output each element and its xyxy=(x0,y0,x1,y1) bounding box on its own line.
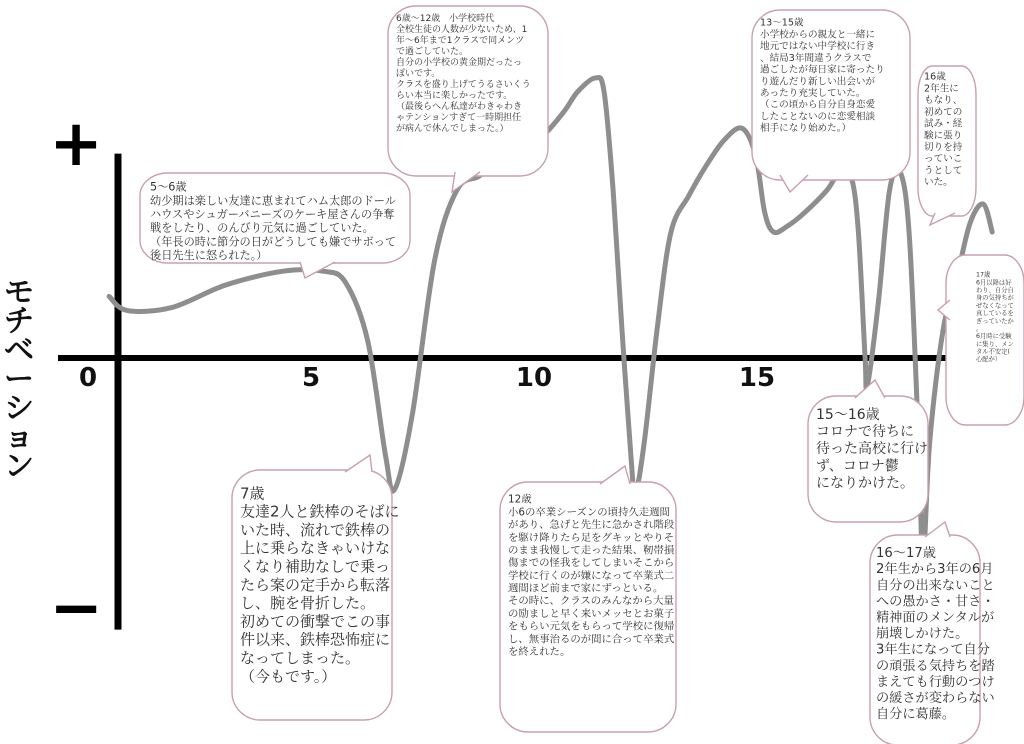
y-axis-plus-label: + xyxy=(49,106,103,181)
annotation-text: 初めての衝撃でこの事 xyxy=(240,612,391,631)
annotation-text: 初めての xyxy=(924,106,963,118)
annotation-text: 自分の小学校の黄金期だったっ xyxy=(396,57,523,68)
annotation-text: 13〜15歳 xyxy=(760,17,804,29)
annotation-text: いた時、流れで鉄棒の xyxy=(240,520,391,539)
annotation-text: コロナで待ちに xyxy=(816,424,914,441)
annotation-text: 自分の出来ないこと xyxy=(876,578,995,594)
annotation-text: を終えれた。 xyxy=(508,645,571,658)
annotation-text: し、無事治るのが間に合って卒業式 xyxy=(508,633,675,646)
annotation-text: 6月時に受験 xyxy=(976,333,1012,341)
annotation-text: の励ましと早く来いメッセとお菓子 xyxy=(508,607,675,620)
annotation-text: の頑張る気持ちを踏 xyxy=(876,658,995,674)
annotation-text: への愚かさ・甘さ・ xyxy=(876,594,995,610)
annotation-text: 小6の卒業シーズンの頃持久走週間 xyxy=(508,506,670,519)
annotation-text: ゃテンションすぎて一時期担任 xyxy=(396,112,522,123)
annotation-text: なってしまった。 xyxy=(240,649,361,667)
annotation-text: のまま我慢して走った結果、靭帯損 xyxy=(508,544,675,557)
annotation-text: わり、自分自 xyxy=(976,287,1014,295)
annotation-text: ぽいです。 xyxy=(396,68,441,79)
annotation-text: っていこ xyxy=(924,153,963,165)
annotation-text: 崩壊しかけた。 xyxy=(876,626,969,642)
annotation-text: らい本当に楽しかったです。 xyxy=(396,90,513,101)
annotation-text: ハウスやシュガーバニーズのケーキ屋さんの争奪 xyxy=(150,207,395,221)
annotation-text: 身の気持ちが xyxy=(976,294,1014,302)
annotation-text: （この頃から自分自身恋愛 xyxy=(760,99,876,111)
annotation-text: 16歳 xyxy=(924,71,946,83)
y-axis-label-char: ベ xyxy=(4,333,34,368)
annotation-text: があり、急げと先生に急かされ階段 xyxy=(508,519,675,532)
annotation-text: 17歳 xyxy=(976,271,991,279)
annotation-text: たら案の定手から転落 xyxy=(240,575,391,594)
y-axis-label-char: ョ xyxy=(4,420,34,455)
annotation-text: 年〜6年まで1クラスで同メンツ xyxy=(396,35,525,46)
annotation-text: いた。 xyxy=(924,177,953,189)
annotation-text: 12歳 xyxy=(508,493,532,506)
annotation-age-7 xyxy=(232,455,400,720)
annotation-text: 件以来、鉄棒恐怖症に xyxy=(240,630,391,649)
annotation-text: （今もです。） xyxy=(240,667,337,686)
annotation-text: 週間ほど前まで家にずっといる。 xyxy=(508,582,664,595)
annotation-age-5-6 xyxy=(140,173,410,278)
annotation-age-15-16 xyxy=(808,380,928,522)
annotation-text: （年長の時に節分の日がどうしても嫌でサボって xyxy=(150,235,397,249)
annotation-age-16-17 xyxy=(870,522,995,744)
x-tick-label: 0 xyxy=(78,363,98,393)
y-axis-label-char: モ xyxy=(4,275,34,310)
annotation-text: ぎっていたか xyxy=(976,317,1014,325)
y-axis-label-char: ン xyxy=(4,449,34,484)
annotation-text: 学校に行くのが嫌になって卒業式二 xyxy=(508,569,675,582)
annotation-text: 16〜17歳 xyxy=(876,546,936,562)
annotation-text: 戦をしたり、のんびり元気に過ごしていた。 xyxy=(150,221,374,235)
annotation-text: 全校生徒の人数が少ないため、1 xyxy=(396,24,528,35)
x-tick-label: 15 xyxy=(738,363,776,393)
annotation-text: を駆け降りたら足をグキッとやりそ xyxy=(508,531,675,544)
speech-bubble-tail xyxy=(452,172,480,192)
annotation-text: 真しているを xyxy=(976,310,1014,318)
annotation-text: 15〜16歳 xyxy=(816,407,880,424)
speech-bubble-tail xyxy=(345,455,372,472)
annotation-text: 傷までの怪我をしてしまいそこから xyxy=(508,557,675,570)
speech-bubble-tail xyxy=(925,522,950,537)
annotation-text: 切りを持 xyxy=(924,141,963,153)
annotation-text: 後日先生に怒られた。） xyxy=(150,248,268,262)
annotation-text: をもらい元気をもらって学校に復帰 xyxy=(508,620,675,633)
annotation-text: したことないのに恋愛相談 xyxy=(760,111,876,123)
annotation-age-16 xyxy=(918,66,976,225)
annotation-text: 心配が） xyxy=(976,356,1002,364)
speech-bubble-tail xyxy=(600,466,630,484)
annotation-text: 自分に葛藤。 xyxy=(876,707,956,723)
annotation-text: 3年生になって自分 xyxy=(876,642,990,658)
annotation-text: 上に乗らなきゃいけな xyxy=(240,539,391,558)
annotation-age-17 xyxy=(938,255,1024,425)
annotation-text: ぜなくなって xyxy=(976,302,1014,310)
annotation-text: ず、コロナ鬱 xyxy=(816,458,899,475)
annotation-text: 試み・経 xyxy=(924,118,963,130)
annotation-text: タル不安定( xyxy=(976,348,1010,356)
annotation-text: で過ごしていた。 xyxy=(396,46,469,57)
annotation-text: あったり充実していた。 xyxy=(760,87,866,99)
y-axis-label-char: シ xyxy=(4,391,34,426)
annotation-text: 地元ではない中学校に行き xyxy=(760,41,876,53)
annotation-text: 小学校からの親友と一緒に xyxy=(760,29,876,41)
speech-bubble-tail xyxy=(930,213,955,225)
y-axis-label-char: ー xyxy=(4,362,34,397)
annotation-text: 、結局3年間違うクラスで xyxy=(760,52,872,64)
x-tick-label: 5 xyxy=(301,363,321,393)
annotation-text: 友達2人と鉄棒のそばに xyxy=(240,502,400,521)
annotation-text: になりかけた。 xyxy=(816,475,914,492)
speech-bubble-tail xyxy=(780,175,808,192)
annotation-text: 6月以降は好 xyxy=(976,279,1012,287)
y-axis-label xyxy=(2,275,36,484)
y-axis-minus-label: − xyxy=(49,571,103,646)
annotation-text: 6歳〜12歳 小学校時代 xyxy=(396,13,495,24)
annotation-text: 2年生に xyxy=(924,83,959,95)
y-axis-label-char: チ xyxy=(4,304,34,339)
annotation-text: 7歳 xyxy=(240,484,265,503)
annotation-text: 。 xyxy=(976,325,983,333)
annotation-text: 2年生から3年の6月 xyxy=(876,562,994,578)
annotation-text: が病んで休んでしまった。） xyxy=(396,123,509,134)
annotation-text: の緩さが変わらない xyxy=(876,691,995,707)
annotation-age-13-15 xyxy=(752,10,910,192)
annotation-text: クラスを盛り上げてうるさいくう xyxy=(396,79,531,90)
annotation-text: 相手になり始めた。） xyxy=(760,123,852,135)
annotation-text: 待った高校に行け xyxy=(816,441,928,458)
annotation-text: 過ごしたが毎日家に寄ったり xyxy=(760,64,885,76)
annotation-text: し、腕を骨折した。 xyxy=(240,594,376,613)
annotation-text: 精神面のメンタルが xyxy=(876,610,995,626)
annotation-age-6-12 xyxy=(388,6,548,192)
annotation-text: 験に張り xyxy=(924,130,963,142)
annotation-text: くなり補助なしで乗っ xyxy=(240,557,391,576)
annotation-text: り遊んだり新しい出会いが xyxy=(760,76,876,88)
annotation-text: もなり、 xyxy=(924,95,963,107)
annotation-text: に集り、メン xyxy=(976,340,1014,348)
annotation-text: うとして xyxy=(924,165,963,177)
x-tick-label: 10 xyxy=(515,363,553,393)
annotation-text: 幼少期は楽しい友達に恵まれてハム太郎のドール xyxy=(150,194,396,208)
annotation-text: まえても行動のつけ xyxy=(876,674,995,690)
annotation-text: その時に、クラスのみんなから大量 xyxy=(508,595,674,608)
annotation-text: （最後らへん私達がわきゃわき xyxy=(396,101,523,112)
annotation-text: 5〜6歳 xyxy=(150,180,187,194)
annotation-age-12 xyxy=(500,466,676,732)
